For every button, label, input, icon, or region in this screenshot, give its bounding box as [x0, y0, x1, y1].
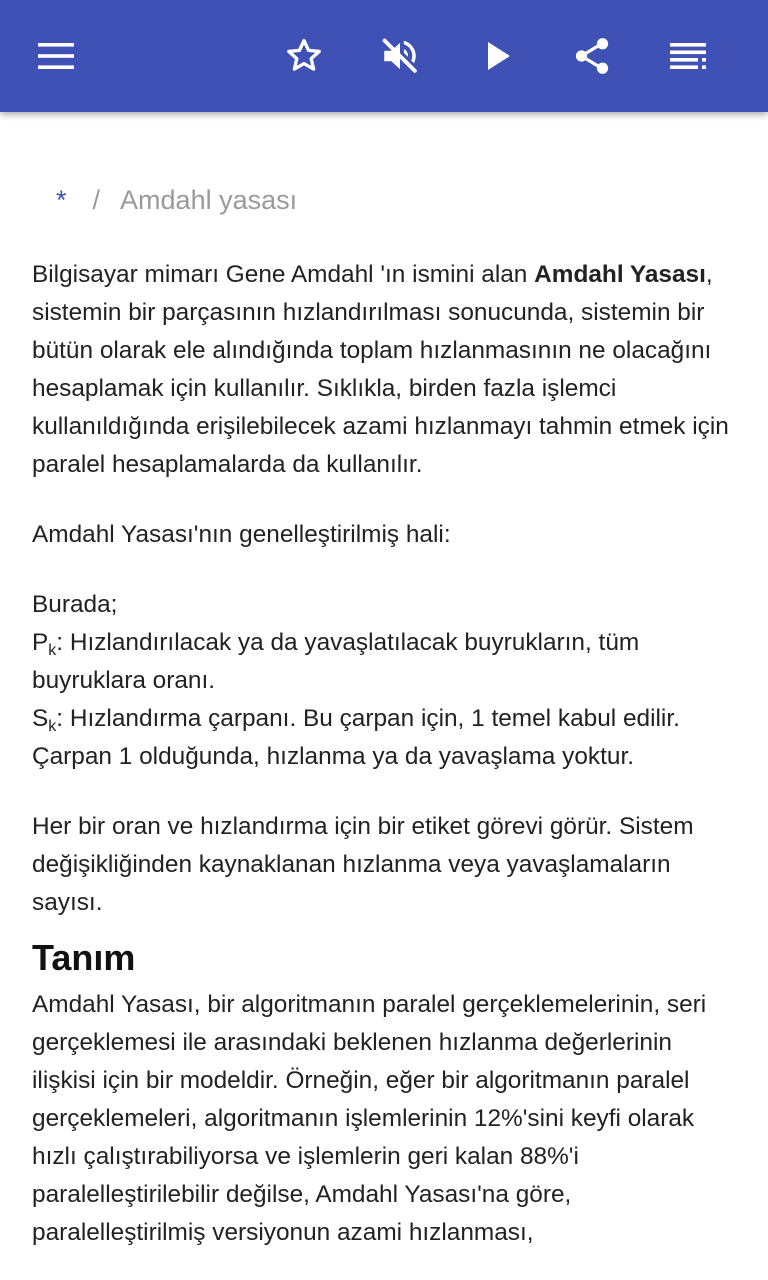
play-icon[interactable] — [470, 28, 526, 84]
star-icon[interactable] — [276, 28, 332, 84]
app-toolbar — [0, 0, 768, 112]
pk-definition — [32, 624, 738, 700]
intro-paragraph — [32, 256, 738, 484]
menu-icon[interactable] — [28, 28, 84, 84]
breadcrumb-current: Amdahl yasası — [120, 185, 298, 215]
pk-symbol: P — [32, 629, 49, 656]
pk-subscript: k — [48, 642, 57, 659]
sk-subscript: k — [48, 718, 57, 735]
share-icon[interactable] — [564, 28, 620, 84]
label-note-paragraph: Her bir oran ve hızlandırma için bir etiket görevi görür. Sistem değişikliğinden kaynaklanan hızlanma veya yavaşlamaların sayısı. — [32, 813, 694, 916]
definition-paragraph: Amdahl Yasası, bir algoritmanın paralel gerçeklemelerinin, seri gerçeklemesi ile arasındaki beklenen hızlanma değerlerinin ilişkisi için bir modeldir. Örneğin, eğer bir algoritmanın paralel gerçeklemeleri, algoritmanın işlemlerinin 12%'sini keyfi olarak hızlı çalıştırabiliyorsa ve işlemlerin geri kalan 88%'i paralelleştirilebilir değilse, Amdahl Yasası'na göre, paralelleştirilmiş versiyonun azami hızlanması, — [32, 991, 707, 1246]
section-heading: Tanım — [32, 937, 136, 978]
where-line: Burada; — [32, 591, 118, 618]
breadcrumb-home-link[interactable]: * — [56, 185, 67, 215]
sk-text: : Hızlandırma çarpanı. Bu çarpan için, 1 temel kabul edilir. Çarpan 1 olduğunda, hızlanma ya da yavaşlama yoktur. — [32, 705, 680, 770]
intro-text-end: , sistemin bir parçasının hızlandırılması sonucunda, sistemin bir bütün olarak ele alındığında toplam hızlanmasının ne olacağını hesaplamak için kullanılır. Sıklıkla, birden fazla işlemci kullanıldığında erişilebilecek azami hızlanmayı tahmin etmek için paralel hesaplamalarda da kullanılır. — [32, 261, 729, 478]
intro-bold-term: Amdahl Yasası — [534, 261, 706, 288]
breadcrumb — [56, 180, 297, 220]
breadcrumb-separator: / — [92, 185, 101, 215]
general-form-paragraph: Amdahl Yasası'nın genelleştirilmiş hali: — [32, 521, 451, 548]
intro-text-start: Bilgisayar mimarı Gene Amdahl 'ın ismini alan — [32, 261, 535, 288]
sk-definition — [32, 700, 738, 776]
article-content — [32, 256, 738, 1280]
pk-text: : Hızlandırılacak ya da yavaşlatılacak buyrukların, tüm buyruklara oranı. — [32, 629, 640, 694]
sk-symbol: S — [32, 705, 49, 732]
playlist-icon[interactable] — [660, 28, 716, 84]
volume-off-icon[interactable] — [372, 28, 428, 84]
